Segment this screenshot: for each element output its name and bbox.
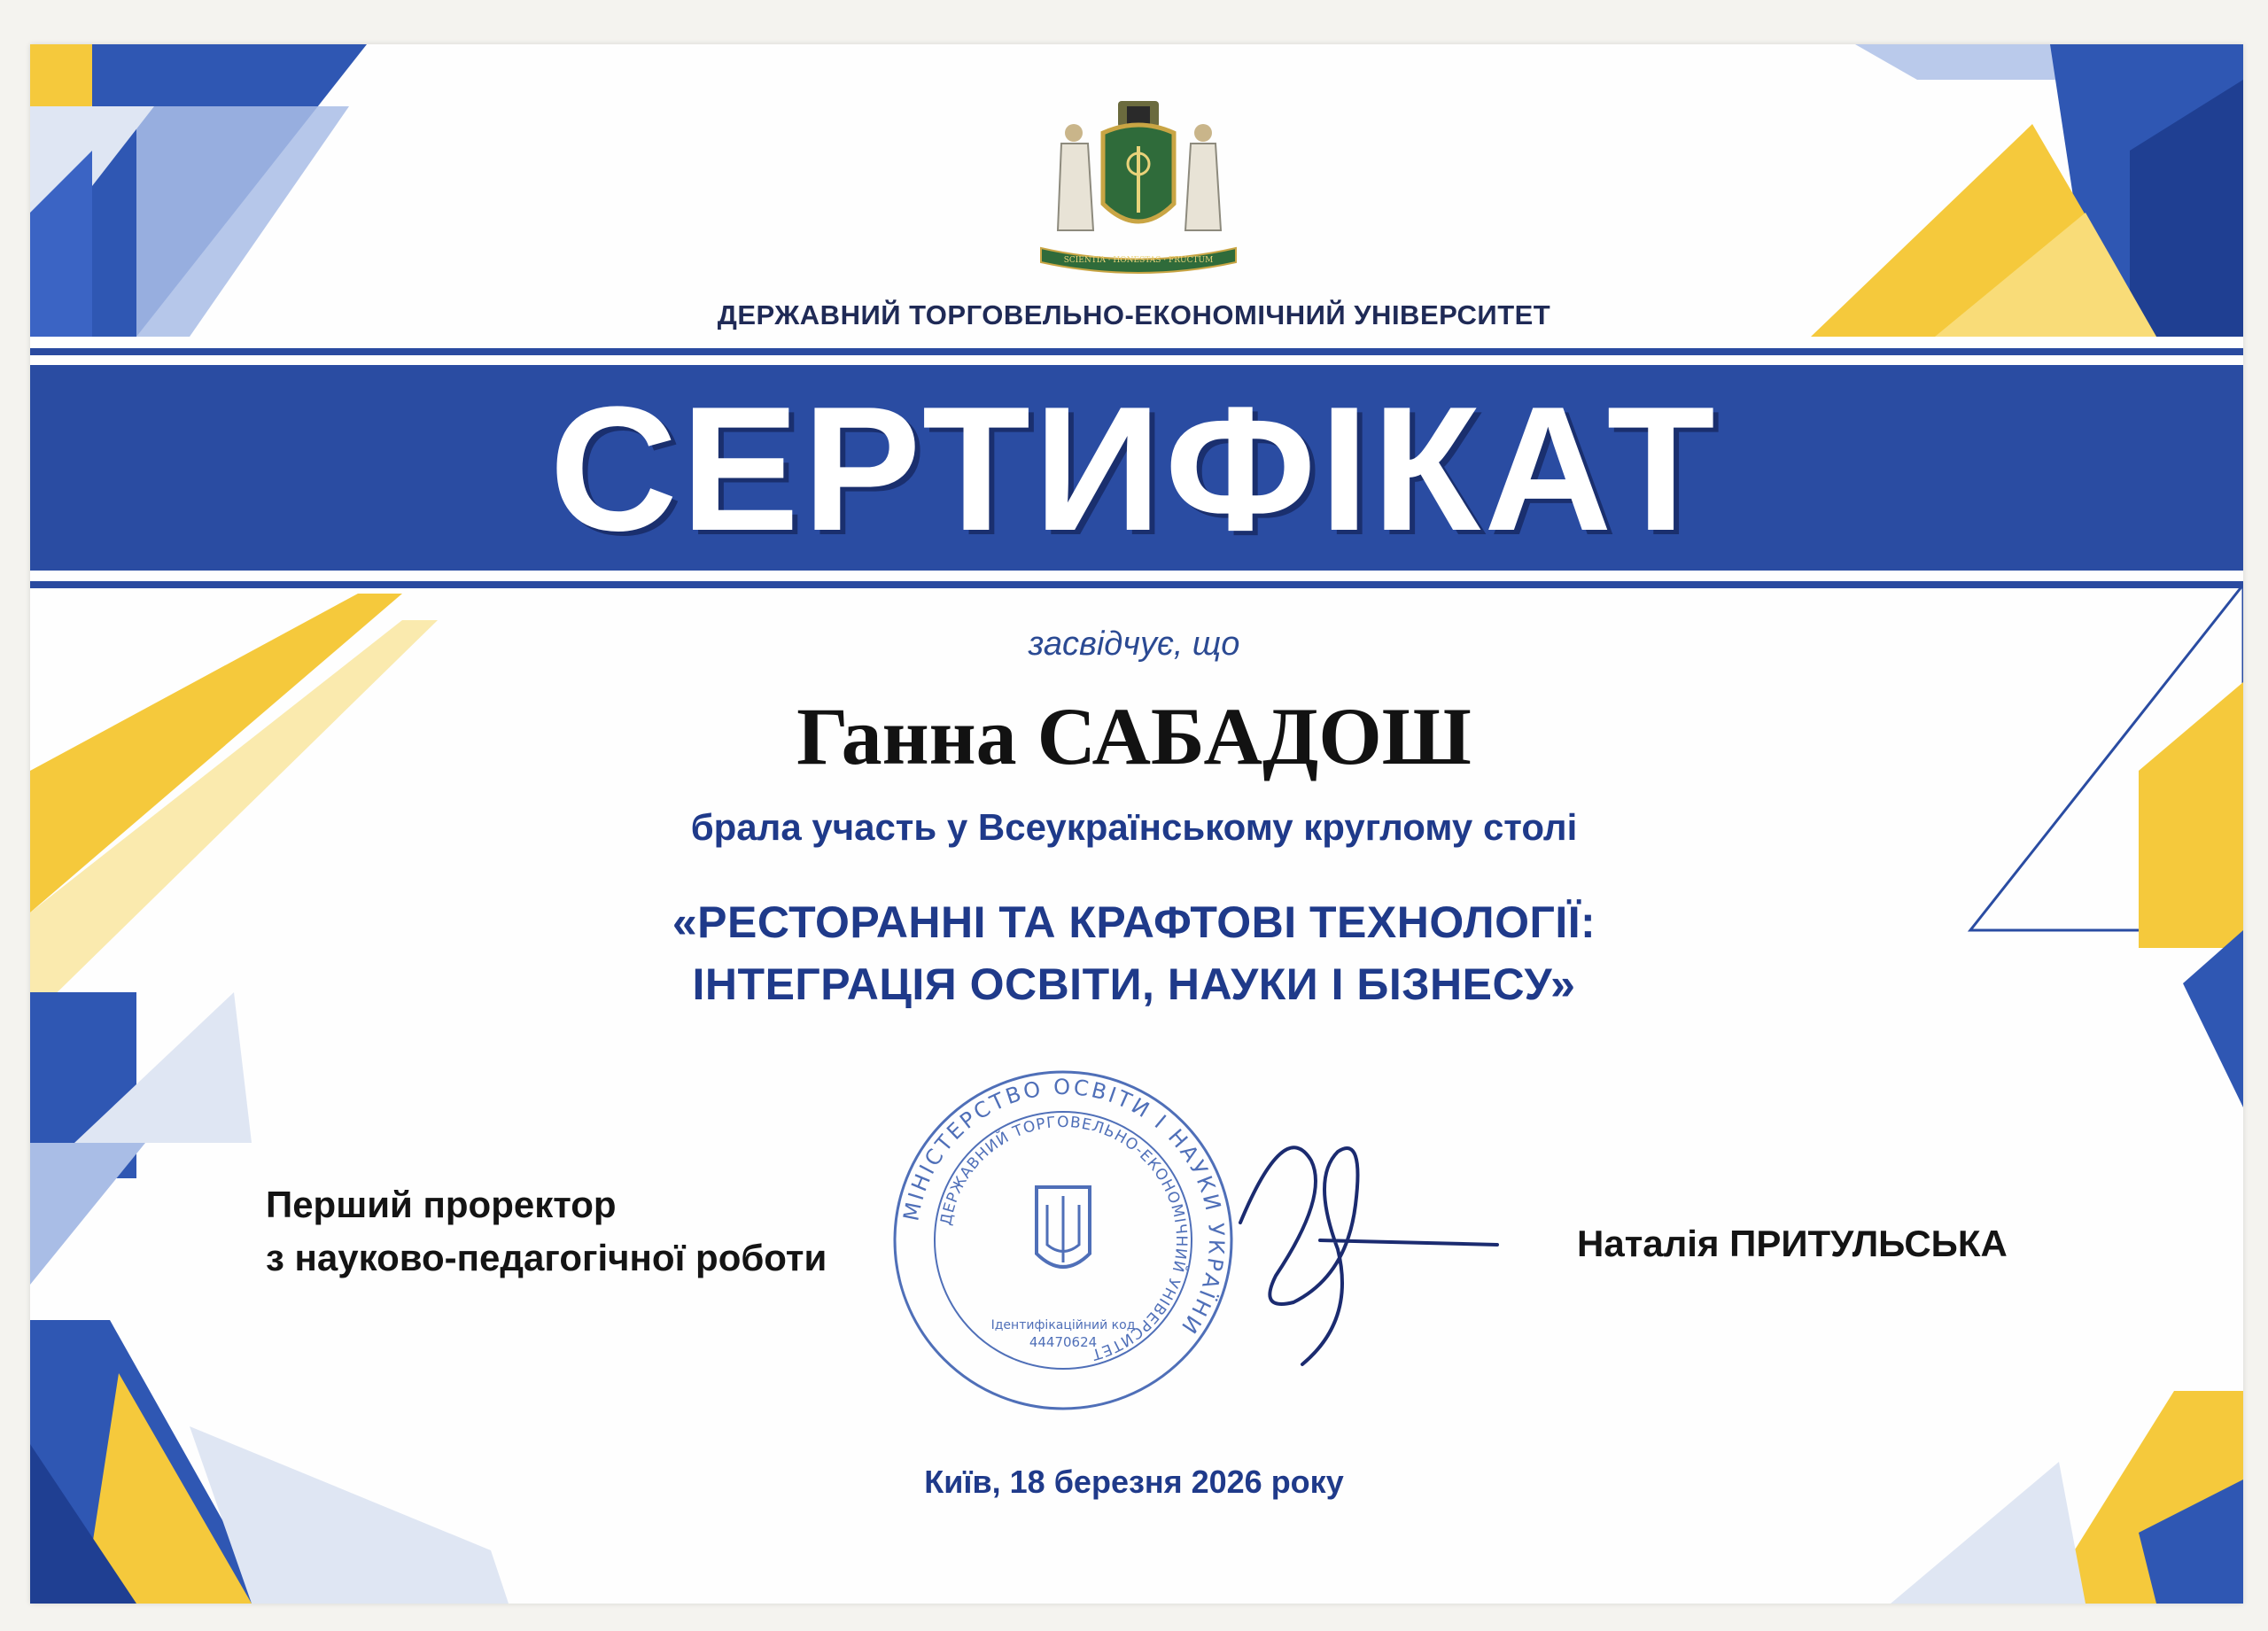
signer-position bbox=[266, 1178, 827, 1285]
issue-date: Київ, 18 березня 2026 року bbox=[924, 1464, 1344, 1500]
official-seal bbox=[886, 1063, 1240, 1417]
recipient-name: Ганна САБАДОШ bbox=[796, 691, 1472, 781]
crest-motto: SCIENTIA · HONESTAS · FRUCTUM bbox=[1063, 256, 1214, 265]
seal-inner-text: ДЕРЖАВНИЙ ТОРГОВЕЛЬНО-ЕКОНОМІЧНИЙ УНІВЕРСИТЕТ bbox=[937, 1113, 1191, 1363]
seal-code-label: Ідентифікаційний код bbox=[990, 1318, 1136, 1332]
signer-name: Наталія ПРИТУЛЬСЬКА bbox=[1577, 1223, 2008, 1264]
participation-text: брала участь у Всеукраїнському круглому столі bbox=[690, 806, 1578, 848]
seal-code: 44470624 bbox=[1029, 1334, 1098, 1350]
seal-outer-text: МІНІСТЕРСТВО ОСВІТИ І НАУКИ УКРАЇНИ bbox=[898, 1074, 1230, 1340]
certificate-title: СЕРТИФІКАТ bbox=[549, 370, 1719, 568]
banner-bottom-line bbox=[30, 581, 2243, 588]
university-name: ДЕРЖАВНИЙ ТОРГОВЕЛЬНО-ЕКОНОМІЧНИЙ УНІВЕРСИТЕТ bbox=[717, 299, 1551, 330]
crest-right-figure-icon bbox=[1185, 124, 1221, 230]
event-title-line2: ІНТЕГРАЦІЯ ОСВІТИ, НАУКИ І БІЗНЕСУ» bbox=[692, 959, 1576, 1009]
signer-position-line1: Перший проректор bbox=[266, 1184, 617, 1225]
university-crest bbox=[1019, 97, 1258, 283]
certifies-text: засвідчує, що bbox=[1028, 625, 1240, 663]
handwritten-signature bbox=[1205, 1099, 1506, 1373]
crest-left-figure-icon bbox=[1058, 124, 1093, 230]
decor-r-blue bbox=[2183, 930, 2243, 1107]
signer-position-line2: з науково-педагогічної роботи bbox=[266, 1237, 827, 1278]
decor-l-lightblue bbox=[30, 1143, 145, 1285]
event-title-line1: «РЕСТОРАННІ ТА КРАФТОВІ ТЕХНОЛОГІЇ: bbox=[672, 897, 1596, 947]
banner-top-line bbox=[30, 348, 2243, 355]
